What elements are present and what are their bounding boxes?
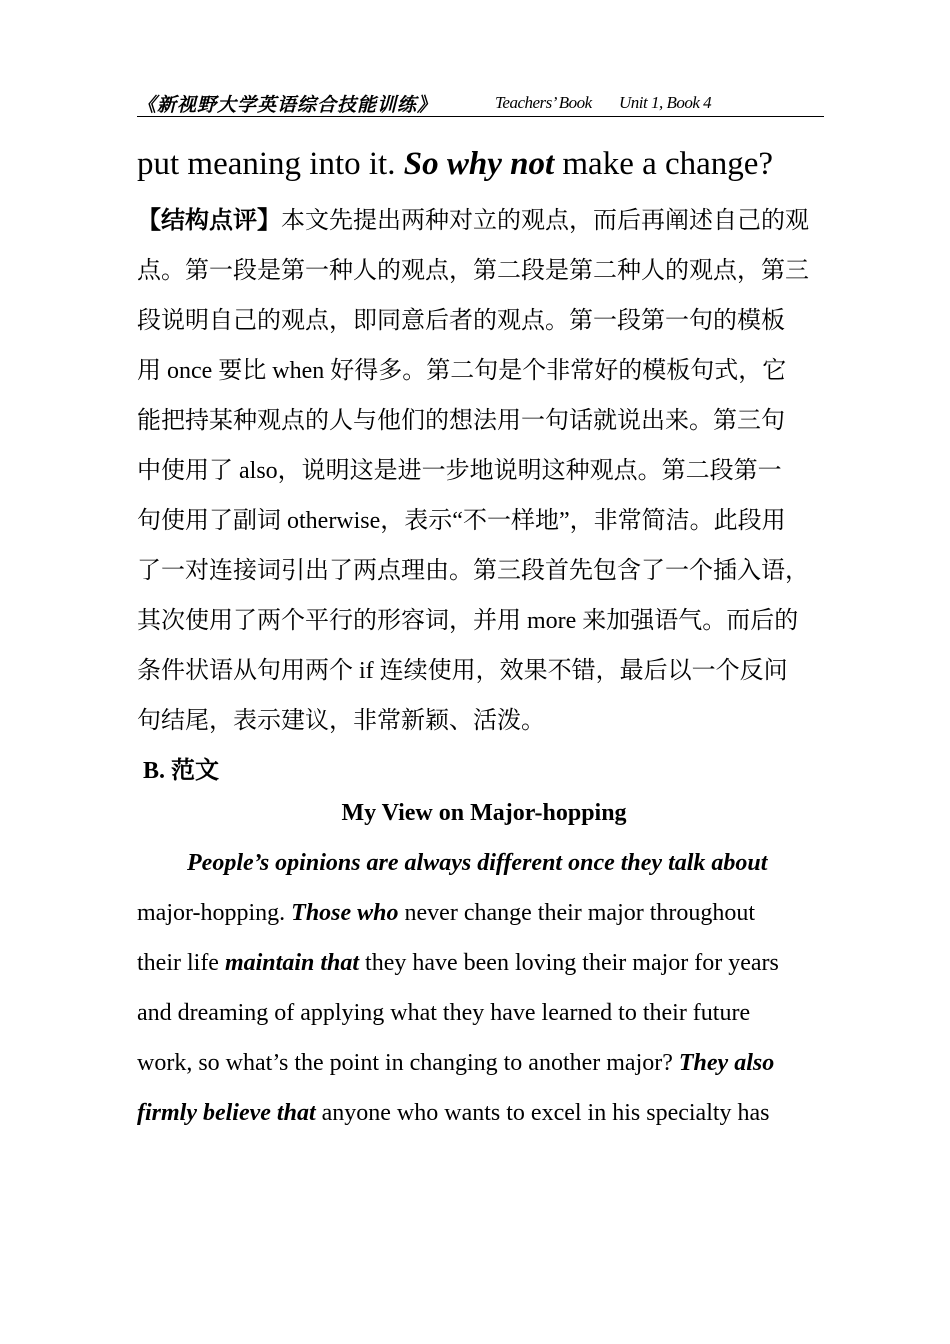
continuation-text: put meaning into it.: [137, 146, 404, 182]
page-header: [137, 88, 824, 117]
comment-label: 【结构点评】: [137, 208, 281, 234]
continuation-emphasis: So why not: [403, 146, 555, 182]
essay-line: work, so what’s the point in changing to another major? They also: [137, 1050, 775, 1076]
comment-line: 能把持某种观点的人与他们的想法用一句话就说出来。第三句: [137, 408, 785, 434]
comment-line: 条件状语从句用两个 if 连续使用，效果不错，最后以一个反问: [137, 658, 788, 684]
header-unit: Unit 1, Book 4: [619, 93, 712, 112]
essay-title: My View on Major-hopping: [341, 800, 627, 826]
essay-line: firmly believe that anyone who wants to excel in his specialty has: [137, 1100, 770, 1126]
comment-line: 中使用了 also，说明这是进一步地说明这种观点。第二段第一: [137, 458, 782, 484]
comment-line: 用 once 要比 when 好得多。第二句是个非常好的模板句式，它: [137, 358, 787, 384]
essay-line: People’s opinions are always different once they talk about: [187, 850, 768, 876]
header-book-title: 《新视野大学英语综合技能训练》: [137, 95, 438, 116]
comment-line: 【结构点评】本文先提出两种对立的观点，而后再阐述自己的观: [137, 208, 809, 234]
comment-line: 了一对连接词引出了两点理由。第三段首先包含了一个插入语，: [137, 558, 809, 584]
comment-line: 点。第一段是第一种人的观点，第二段是第二种人的观点，第三: [137, 258, 809, 284]
header-teachers-book: Teachers’ Book: [495, 93, 592, 112]
comment-line: 句结尾，表示建议，非常新颖、活泼。: [137, 708, 545, 734]
continuation-text-end: make a change?: [554, 146, 774, 182]
continuation-line: [137, 146, 773, 183]
comment-line: 其次使用了两个平行的形容词，并用 more 来加强语气。而后的: [137, 608, 799, 634]
comment-line: 段说明自己的观点，即同意后者的观点。第一段第一句的模板: [137, 308, 785, 334]
essay-line: major-hopping. Those who never change their major throughout: [137, 900, 756, 926]
essay-line: their life maintain that they have been loving their major for years: [137, 950, 779, 976]
comment-line: 句使用了副词 otherwise，表示“不一样地”，非常简洁。此段用: [137, 508, 786, 534]
essay-line: and dreaming of applying what they have learned to their future: [137, 1000, 751, 1026]
section-b-heading: B. 范文: [143, 758, 220, 784]
